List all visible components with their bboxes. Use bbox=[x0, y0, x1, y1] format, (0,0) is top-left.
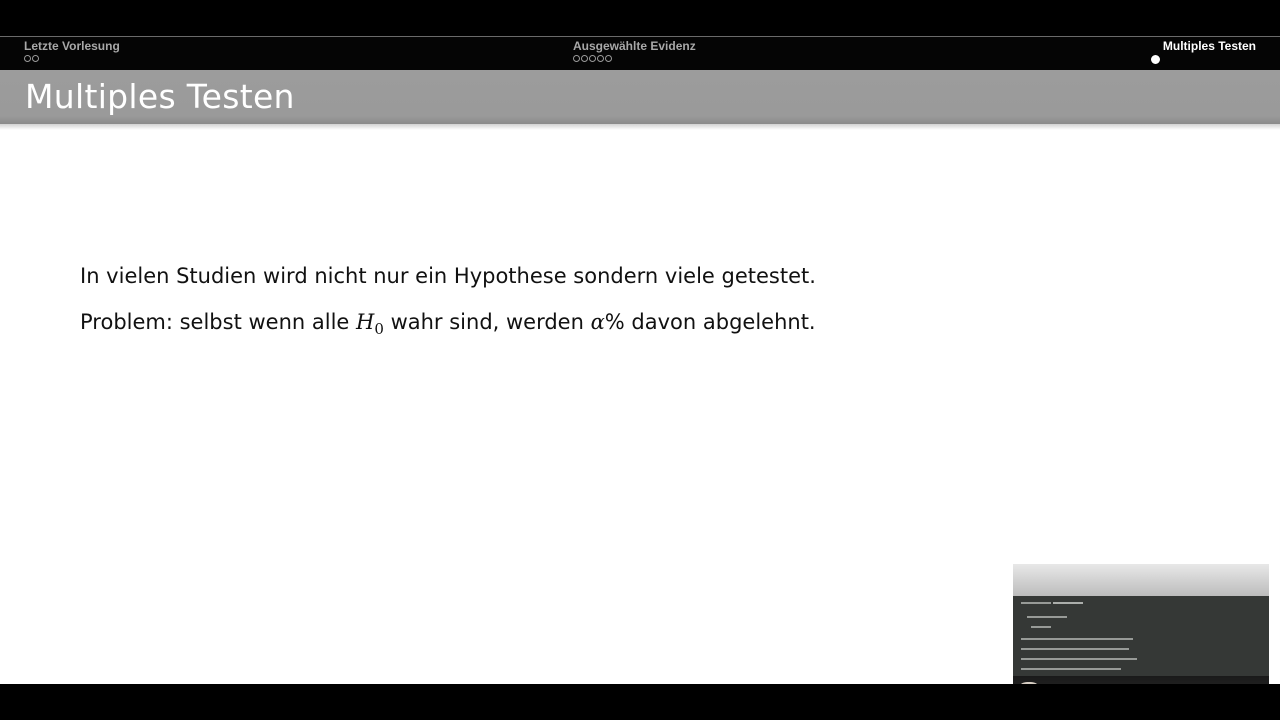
nav-section-multiples-testen[interactable] bbox=[1151, 39, 1256, 64]
chalk-stroke bbox=[1021, 648, 1129, 650]
body-line-2-start: Problem: selbst wenn alle bbox=[80, 310, 357, 334]
chalk-stroke bbox=[1021, 638, 1133, 640]
slide-body bbox=[80, 260, 1180, 359]
nav-section-label-current[interactable]: Multiples Testen bbox=[1162, 39, 1256, 53]
nav-slide-dot[interactable] bbox=[597, 55, 604, 62]
nav-section-dots bbox=[24, 55, 120, 62]
nav-slide-dot[interactable] bbox=[32, 55, 39, 62]
camera-blackboard bbox=[1013, 596, 1269, 676]
nav-section-dots bbox=[1151, 55, 1256, 64]
nav-slide-dot[interactable] bbox=[589, 55, 596, 62]
frame-title: Multiples Testen bbox=[25, 77, 295, 116]
chalk-stroke bbox=[1021, 658, 1137, 660]
camera-ceiling bbox=[1013, 564, 1269, 596]
body-line-1: In vielen Studien wird nicht nur ein Hypothese sondern viele getestet. bbox=[80, 264, 816, 288]
lecturer-camera-inset bbox=[1013, 564, 1269, 684]
chalk-stroke bbox=[1053, 602, 1083, 604]
body-line-2 bbox=[80, 306, 1180, 345]
math-h-var: H bbox=[356, 310, 375, 334]
body-line-2-mid: wahr sind, werden bbox=[383, 310, 591, 334]
chalk-stroke bbox=[1021, 602, 1051, 604]
video-letterbox-top bbox=[0, 0, 1280, 36]
math-h-subscript: 0 bbox=[374, 320, 384, 339]
body-line-2-end: % davon abgelehnt. bbox=[604, 310, 816, 334]
nav-slide-dot[interactable] bbox=[605, 55, 612, 62]
nav-section-dots bbox=[573, 55, 696, 62]
nav-section-label[interactable]: Letzte Vorlesung bbox=[24, 39, 120, 53]
title-bar-shadow bbox=[0, 124, 1280, 130]
chalk-stroke bbox=[1021, 668, 1121, 670]
nav-slide-dot-current[interactable] bbox=[1151, 55, 1160, 64]
frame-title-bar bbox=[0, 70, 1280, 124]
nav-slide-dot[interactable] bbox=[24, 55, 31, 62]
nav-section-label[interactable]: Ausgewählte Evidenz bbox=[573, 39, 696, 53]
presentation-slide bbox=[0, 36, 1280, 684]
nav-section-ausgewaehlte-evidenz[interactable] bbox=[573, 39, 696, 62]
nav-section-letzte-vorlesung[interactable] bbox=[24, 39, 120, 62]
math-alpha: α bbox=[590, 310, 605, 334]
chalk-stroke bbox=[1031, 626, 1051, 628]
nav-slide-dot[interactable] bbox=[581, 55, 588, 62]
chalk-stroke bbox=[1027, 616, 1067, 618]
nav-slide-dot[interactable] bbox=[573, 55, 580, 62]
camera-floor bbox=[1013, 676, 1269, 684]
math-hypothesis-h bbox=[356, 310, 384, 339]
section-navigation-bar bbox=[0, 36, 1280, 70]
video-letterbox-bottom bbox=[0, 684, 1280, 720]
